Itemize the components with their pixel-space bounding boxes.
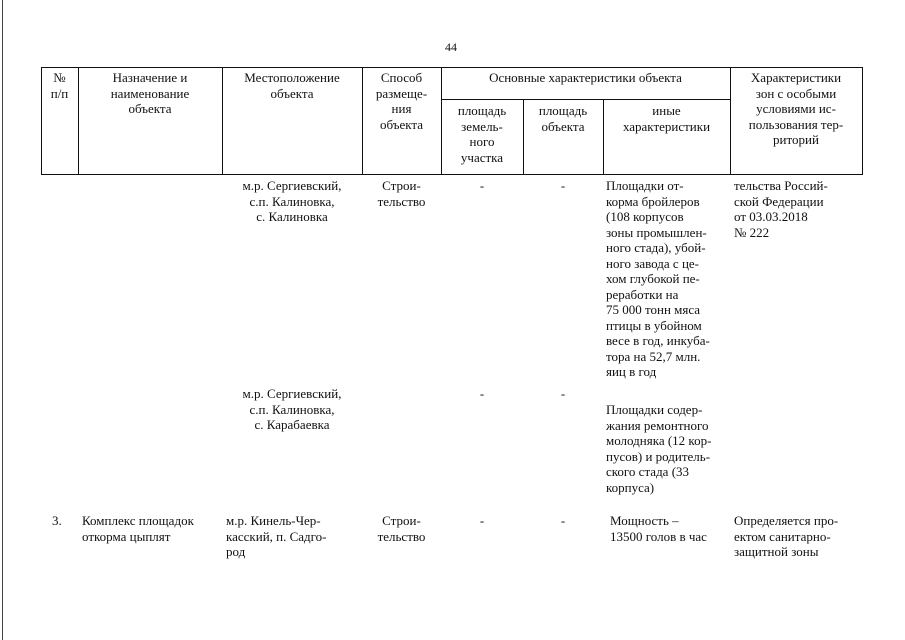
header-other-characteristics: иные характеристики <box>622 103 711 134</box>
row-location: м.р. Сергиевский, с.п. Калиновка, с. Калиновка <box>242 178 342 224</box>
row-purpose: Комплекс площадок откорма цыплят <box>82 513 194 544</box>
header-object-area: площадь объекта <box>538 103 588 134</box>
scan-edge-rule <box>2 0 3 640</box>
row-land-area: - <box>479 178 485 193</box>
row-location: м.р. Кинель-Чер- касский, п. Садго- род <box>226 513 327 559</box>
row-placement: Строи- тельство <box>377 513 426 544</box>
row-zone-characteristics: Определяется про- ектом санитарно- защитной зоны <box>734 513 839 559</box>
header-zone-characteristics: Характеристики зон с особыми условиями ис- пользования тер- риторий <box>748 70 844 147</box>
row-land-area: - <box>479 386 485 401</box>
row-zone-characteristics: тельства Россий- ской Федерации от 03.03.2018 № 222 <box>734 178 828 240</box>
header-land-area: площадь земель- ного участка <box>457 103 507 165</box>
row-placement: Строи- тельство <box>377 178 426 209</box>
row-object-area: - <box>560 386 566 401</box>
row-number: 3. <box>52 513 62 528</box>
header-purpose: Назначение и наименование объекта <box>110 70 190 116</box>
row-land-area: - <box>479 513 485 528</box>
header-number: № п/п <box>50 70 69 101</box>
header-main-characteristics: Основные характеристики объекта <box>489 70 682 85</box>
row-other-characteristics: Площадки от- корма бройлеров (108 корпусов зоны промышлен- ного стада), убой- ного завода с це- хом глубокой пе- реработки на 75 000 тонн мяса птицы в убойном весе в год, инкуба- тора на 52,7 млн. яиц в год <box>606 178 710 379</box>
header-placement: Способ размеще- ния объекта <box>375 70 428 132</box>
header-location: Местоположение объекта <box>244 70 340 101</box>
row-other-characteristics: Площадки содер- жания ремонтного молодняка (12 кор- пусов) и родитель- ского стада (33 корпуса) <box>606 402 712 495</box>
row-other-characteristics: Мощность – 13500 голов в час <box>610 513 707 544</box>
page-number: 44 <box>445 40 457 54</box>
row-object-area: - <box>560 513 566 528</box>
row-location: м.р. Сергиевский, с.п. Калиновка, с. Карабаевка <box>242 386 342 432</box>
row-object-area: - <box>560 178 566 193</box>
